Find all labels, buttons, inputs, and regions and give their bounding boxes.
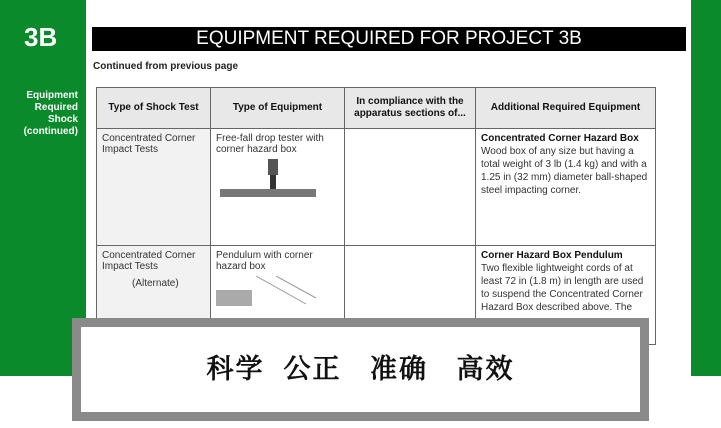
column-header: Type of Equipment: [211, 88, 345, 129]
section-number: 3B: [24, 22, 58, 52]
page-title: EQUIPMENT REQUIRED FOR PROJECT 3B: [92, 27, 686, 51]
equipment-cell: [211, 129, 345, 246]
equipment-text: Free-fall drop tester with corner hazard box: [216, 133, 324, 155]
column-header: In compliance with the apparatus sections of...: [345, 88, 476, 129]
additional-equipment-cell: [476, 129, 656, 246]
column-header: Additional Required Equipment: [476, 88, 656, 129]
pendulum-illustration: [216, 276, 326, 306]
slogan-text: 科学 公正 准确 高效: [81, 327, 640, 412]
equipment-table: [96, 87, 656, 345]
additional-equipment-title: Corner Hazard Box Pendulum: [481, 250, 623, 261]
test-type-text: Concentrated Corner Impact Tests: [102, 250, 196, 272]
equipment-text: Pendulum with corner hazard box: [216, 250, 313, 272]
table-row: [97, 129, 656, 246]
additional-equipment-description: Wood box of any size but having a total weight of 3 lb (1.4 kg) and with a 1.25 in (32 mm) diameter ball-shaped steel impacting corner.: [481, 146, 648, 196]
additional-equipment-title: Concentrated Corner Hazard Box: [481, 133, 639, 144]
slogan-banner: [72, 318, 649, 421]
compliance-cell: [345, 129, 476, 246]
test-type-cell: [97, 129, 211, 246]
table-header-row: [97, 88, 656, 129]
drop-tester-illustration: [216, 159, 316, 199]
alternate-label: (Alternate): [132, 278, 179, 289]
additional-equipment-description: Two flexible lightweight cords of at least 72 in (1.8 m) in length are used to suspend the Concentrated Corner Hazard Box described above. The: [481, 263, 644, 313]
column-header: Type of Shock Test: [97, 88, 211, 129]
continued-note: Continued from previous page: [93, 61, 239, 72]
sidebar-section-label: Equipment Required Shock (continued): [23, 90, 78, 137]
right-green-band: [691, 0, 721, 376]
test-type-text: Concentrated Corner Impact Tests: [102, 133, 196, 155]
